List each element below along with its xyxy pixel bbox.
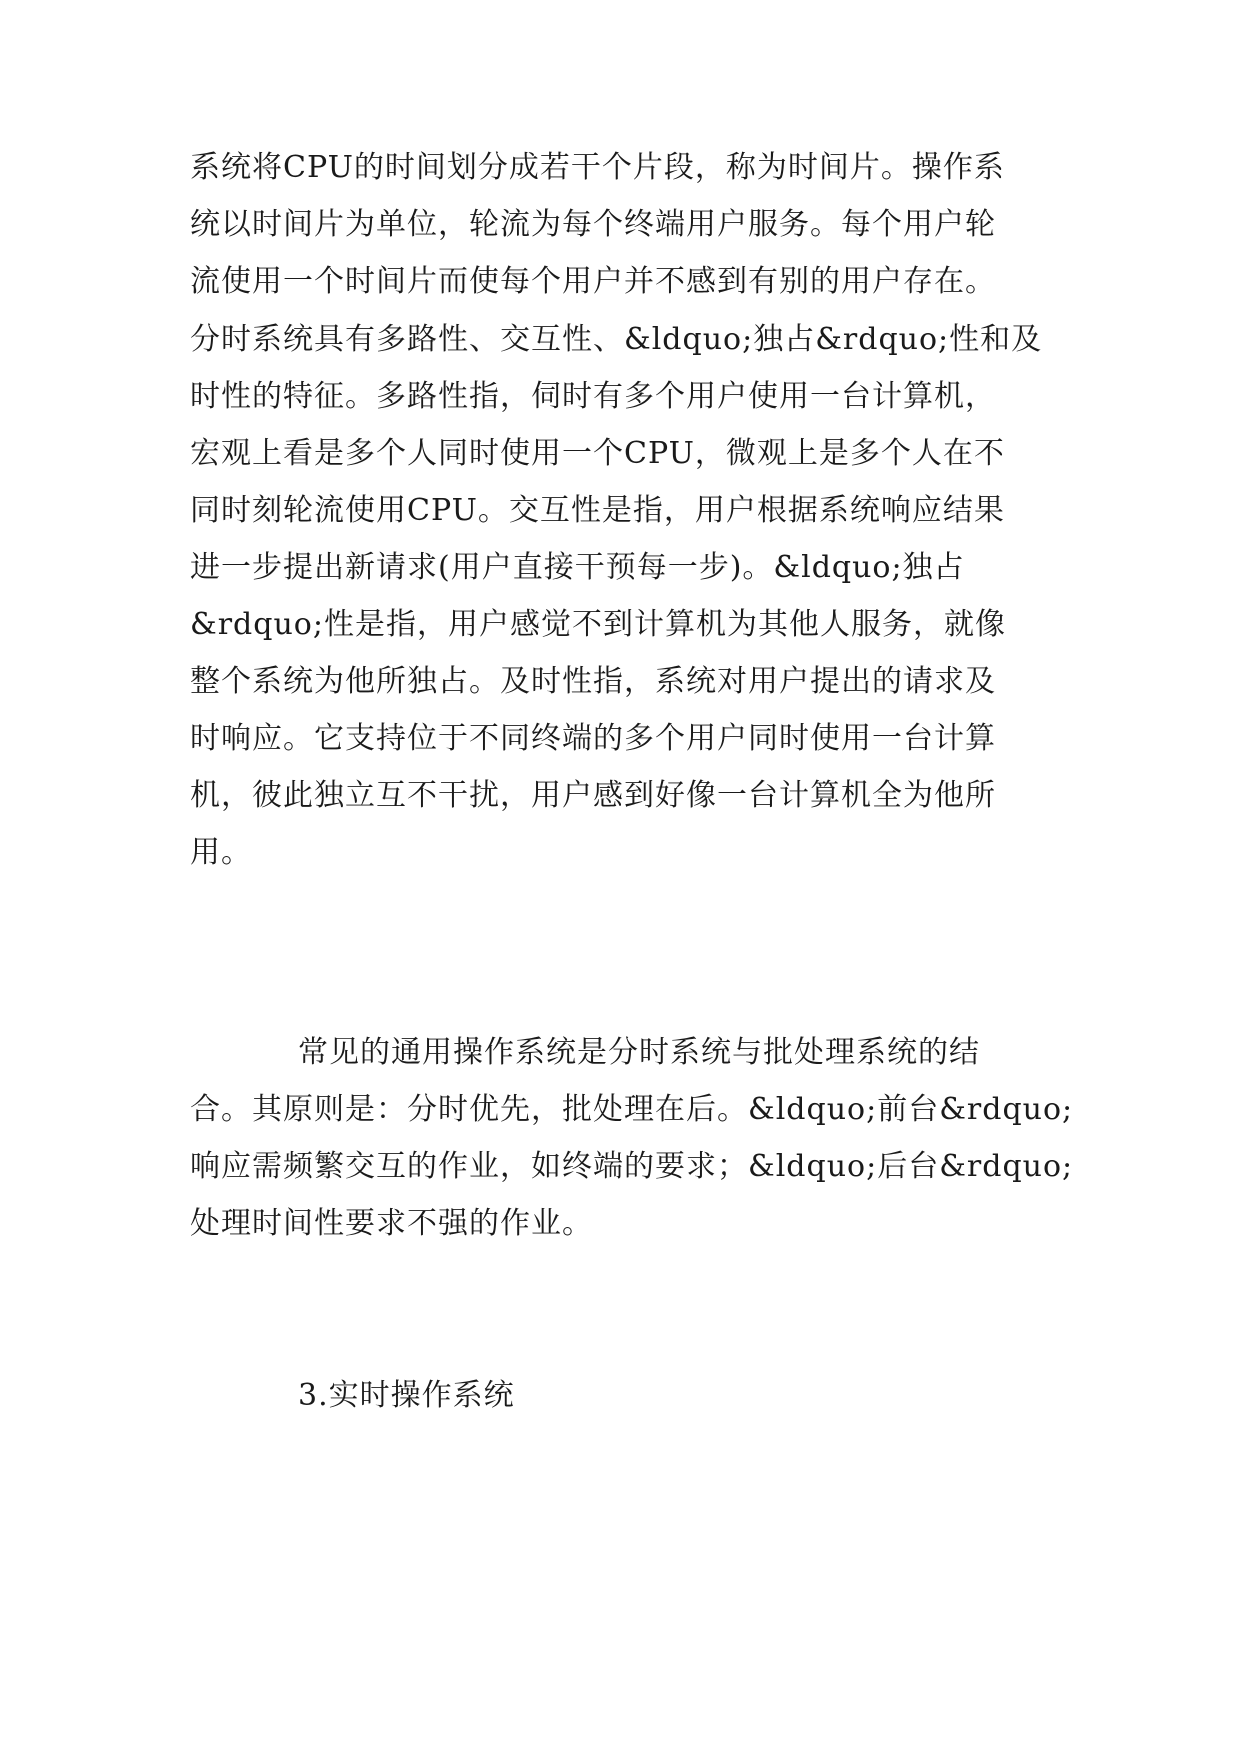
- paragraph-2-line: 响应需频繁交互的作业，如终端的要求；&ldquo;后台&rdquo;: [190, 1149, 1074, 1184]
- paragraph-2-line: 合。其原则是：分时优先，批处理在后。&ldquo;前台&rdquo;: [190, 1092, 1074, 1127]
- paragraph-1-line: 进一步提出新请求(用户直接干预每一步)。&ldquo;独占: [190, 550, 965, 585]
- paragraph-1-line: 整个系统为他所独占。及时性指，系统对用户提出的请求及: [190, 664, 996, 699]
- paragraph-2-line: 常见的通用操作系统是分时系统与批处理系统的结: [298, 1035, 980, 1070]
- paragraph-1-line: 机，彼此独立互不干扰，用户感到好像一台计算机全为他所: [190, 778, 996, 813]
- paragraph-1-line: 统以时间片为单位，轮流为每个终端用户服务。每个用户轮: [190, 207, 996, 242]
- paragraph-1-line: &rdquo;性是指，用户感觉不到计算机为其他人服务，就像: [190, 607, 1006, 642]
- paragraph-1-line: 时性的特征。多路性指，伺时有多个用户使用一台计算机，: [190, 379, 996, 414]
- paragraph-1-line: 流使用一个时间片而使每个用户并不感到有别的用户存在。: [190, 264, 996, 299]
- paragraph-1-line: 用。: [190, 835, 252, 870]
- paragraph-1-line: 分时系统具有多路性、交互性、&ldquo;独占&rdquo;性和及: [190, 322, 1043, 357]
- paragraph-1-line: 时响应。它支持位于不同终端的多个用户同时使用一台计算: [190, 721, 996, 756]
- paragraph-1-line: 同时刻轮流使用CPU。交互性是指，用户根据系统响应结果: [190, 493, 1005, 528]
- section-heading: 3.实时操作系统: [298, 1378, 515, 1413]
- paragraph-1-line: 系统将CPU的时间划分成若干个片段，称为时间片。操作系: [190, 150, 1005, 185]
- paragraph-2-line: 处理时间性要求不强的作业。: [190, 1206, 593, 1241]
- paragraph-1-line: 宏观上看是多个人同时使用一个CPU，微观上是多个人在不: [190, 436, 1005, 471]
